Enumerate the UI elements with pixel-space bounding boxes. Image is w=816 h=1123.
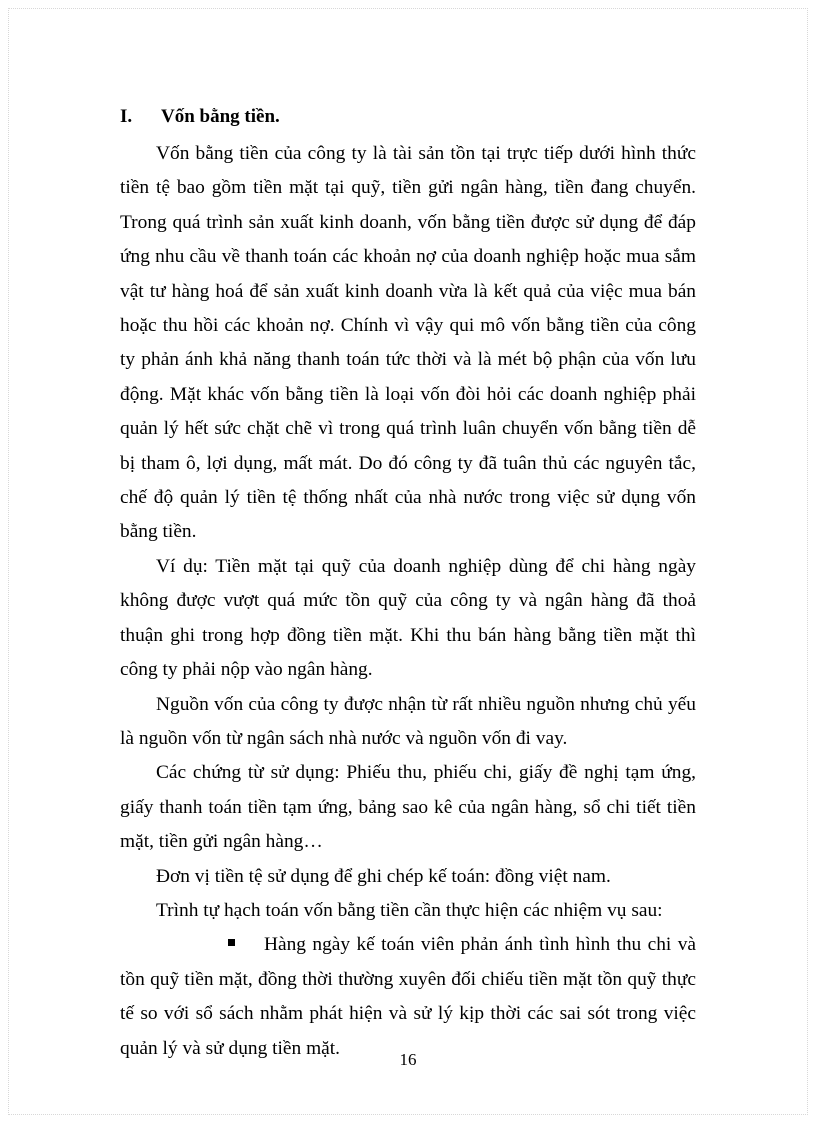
section-heading: [120, 102, 696, 132]
section-title: Vốn bằng tiền.: [161, 106, 280, 127]
bullet-item: [120, 928, 696, 1066]
paragraph-example: Ví dụ: Tiền mặt tại quỹ của doanh nghiệp dùng để chi hàng ngày không được vượt quá mức tồn quỹ của công ty và ngân hàng đã thoả thuận ghi trong hợp đồng tiền mặt. Khi thu bán hàng bằng tiền mặt thì công ty phải nộp vào ngân hàng.: [120, 555, 696, 681]
paragraph-documents: Các chứng từ sử dụng: Phiếu thu, phiếu chi, giấy đề nghị tạm ứng, giấy thanh toán tiền tạm ứng, bảng sao kê của ngân hàng, sổ chi tiết tiền mặt, tiền gửi ngân hàng…: [120, 762, 696, 853]
section-number: I.: [120, 106, 133, 127]
paragraph-currency-unit: Đơn vị tiền tệ sử dụng để ghi chép kế toán: đồng việt nam.: [156, 865, 611, 887]
paragraph-intro: Vốn bằng tiền của công ty là tài sản tồn tại trực tiếp dưới hình thức tiền tệ bao gồm tiền mặt tại quỹ, tiền gửi ngân hàng, tiền đang chuyển. Trong quá trình sản xuất kinh doanh, vốn bằng tiền được sử dụng để đáp ứng nhu cầu về thanh toán các khoản nợ của doanh nghiệp hoặc mua sắm vật tư hàng hoá để sản xuất kinh doanh vừa là kết quả của việc mua bán hoặc thu hồi các khoản nợ. Chính vì vậy qui mô vốn bằng tiền của công ty phản ánh khả năng thanh toán tức thời và là mét bộ phận của vốn lưu động. Mặt khác vốn bằng tiền là loại vốn đòi hỏi các doanh nghiệp phải quản lý hết sức chặt chẽ vì trong quá trình luân chuyển vốn bằng tiền dễ bị tham ô, lợi dụng, mất mát. Do đó công ty đã tuân thủ các nguyên tắc, chế độ quản lý tiền tệ thống nhất của nhà nước trong việc sử dụng vốn bằng tiền.: [120, 143, 696, 543]
page-number: 16: [399, 1050, 417, 1069]
paragraph-capital-sources: Nguồn vốn của công ty được nhận từ rất nhiều nguồn nhưng chủ yếu là nguồn vốn từ ngân sách nhà nước và nguồn vốn đi vay.: [120, 693, 696, 749]
page-content: [120, 102, 696, 1066]
square-bullet-icon: [228, 939, 235, 946]
paragraph-procedure: Trình tự hạch toán vốn bằng tiền cần thực hiện các nhiệm vụ sau:: [156, 899, 663, 921]
bullet-text: Hàng ngày kế toán viên phản ánh tình hình thu chi và tồn quỹ tiền mặt, đồng thời thường xuyên đối chiếu tiền mặt tồn quỹ thực tế so với sổ sách nhằm phát hiện và sử lý kịp thời các sai sót trong việc quản lý và sử dụng tiền mặt.: [120, 934, 696, 1059]
